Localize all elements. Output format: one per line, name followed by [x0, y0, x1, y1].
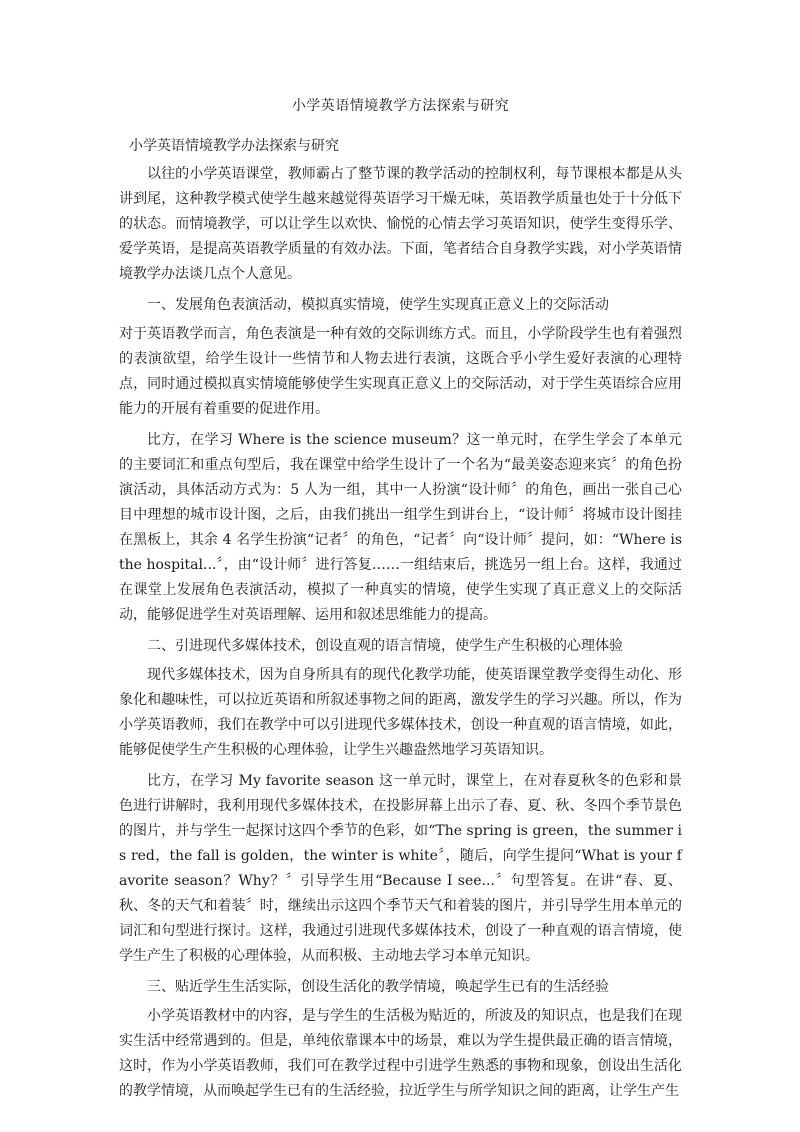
- section-1-paragraph-1: 对于英语教学而言，角色表演是一种有效的交际训练方式。而且，小学阶段学生也有着强烈的表演欲望，给学生设计一些情节和人物去进行表演，这既合乎小学生爱好表演的心理特点，同时通过模拟真实情境能够使学生实现真正意义上的交际活动，对于学生英语综合应用能力的开展有着重要的促进作用。: [119, 326, 682, 417]
- document-title: 小学英语情境教学方法探索与研究: [291, 98, 510, 114]
- section-1-paragraph-2: 比方，在学习 Where is the science museum？这一单元时，在学生学会了本单元的主要词汇和重点句型后，我在课堂中给学生设计了一个名为“最美姿态迎来宾〞的角色扮演活动，具体活动方式为：5 人为一组，其中一人扮演“设计师〞的角色，画出一张自己心目中理想的城市设计图，之后，由我们挑出一组学生到讲台上，“设计师〞将城市设计图挂在黑板上，其余 4 名学生扮演“记者〞的角色，“记者〞向“设计师〞提问，如：“Where is the hospital...〞，由“设计师〞进行答复……一组结束后，挑选另一组上台。这样，我通过在课堂上发展角色表演活动，模拟了一种真实的情境，使学生实现了真正意义上的交际活动，能够促进学生对英语理解、运用和叙述思维能力的提高。: [119, 432, 682, 623]
- section-2-paragraph-2: 比方，在学习 My favorite season 这一单元时，课堂上，在对春夏秋冬的色彩和景色进行讲解时，我利用现代多媒体技术，在投影屏幕上出示了春、夏、秋、冬四个季节景色的图片，并与学生一起探讨这四个季节的色彩，如“The spring is green，the summer is red，the fall is golden，the winter is white〞，随后，向学生提问“What is your favorite season？Why？〞引导学生用“Because I see...〞句型答复。在讲“春、夏、秋、冬的天气和着装〞时，继续出示这四个季节天气和着装的图片，并引导学生用本单元的词汇和句型进行探讨。这样，我通过引进现代多媒体技术，创设了一种直观的语言情境，使学生产生了积极的心理体验，从而积极、主动地去学习本单元知识。: [119, 773, 682, 964]
- section-heading-3: 三、贴近学生生活实际，创设生活化的教学情境，唤起学生已有的生活经验: [147, 979, 609, 995]
- section-3-paragraph-1: 小学英语教材中的内容，是与学生的生活极为贴近的，所波及的知识点，也是我们在现实生活中经常遇到的。但是，单纯依靠课本中的场景，难以为学生提供最正确的语言情境，这时，作为小学英语教师，我们可在教学过程中引进学生熟悉的事物和现象，创设出生活化的教学情境，从而唤起学生已有的生活经验，拉近学生与所学知识之间的距离，让学生产生: [119, 1008, 682, 1099]
- section-heading-2: 二、引进现代多媒体技术，创设直观的语言情境，使学生产生积极的心理体验: [147, 638, 623, 654]
- document-subtitle: 小学英语情境教学办法探索与研究: [129, 138, 339, 154]
- section-heading-1: 一、发展角色表演活动，模拟真实情境，使学生实现真正意义上的交际活动: [147, 297, 609, 313]
- section-2-paragraph-1: 现代多媒体技术，因为自身所具有的现代化教学功能，使英语课堂教学变得生动化、形象化和趣味性，可以拉近英语和所叙述事物之间的距离，激发学生的学习兴趣。所以，作为小学英语教师，我们在教学中可以引进现代多媒体技术，创设一种直观的语言情境，如此，能够促使学生产生积极的心理体验，让学生兴趣盎然地学习英语知识。: [119, 667, 682, 758]
- intro-paragraph: 以往的小学英语课堂，教师霸占了整节课的教学活动的控制权利，每节课根本都是从头讲到尾，这种教学模式使学生越来越觉得英语学习干燥无味，英语教学质量也处于十分低下的状态。而情境教学，可以让学生以欢快、愉悦的心情去学习英语知识，使学生变得乐学、爱学英语，是提高英语教学质量的有效办法。下面，笔者结合自身教学实践，对小学英语情境教学办法谈几点个人意见。: [119, 166, 682, 282]
